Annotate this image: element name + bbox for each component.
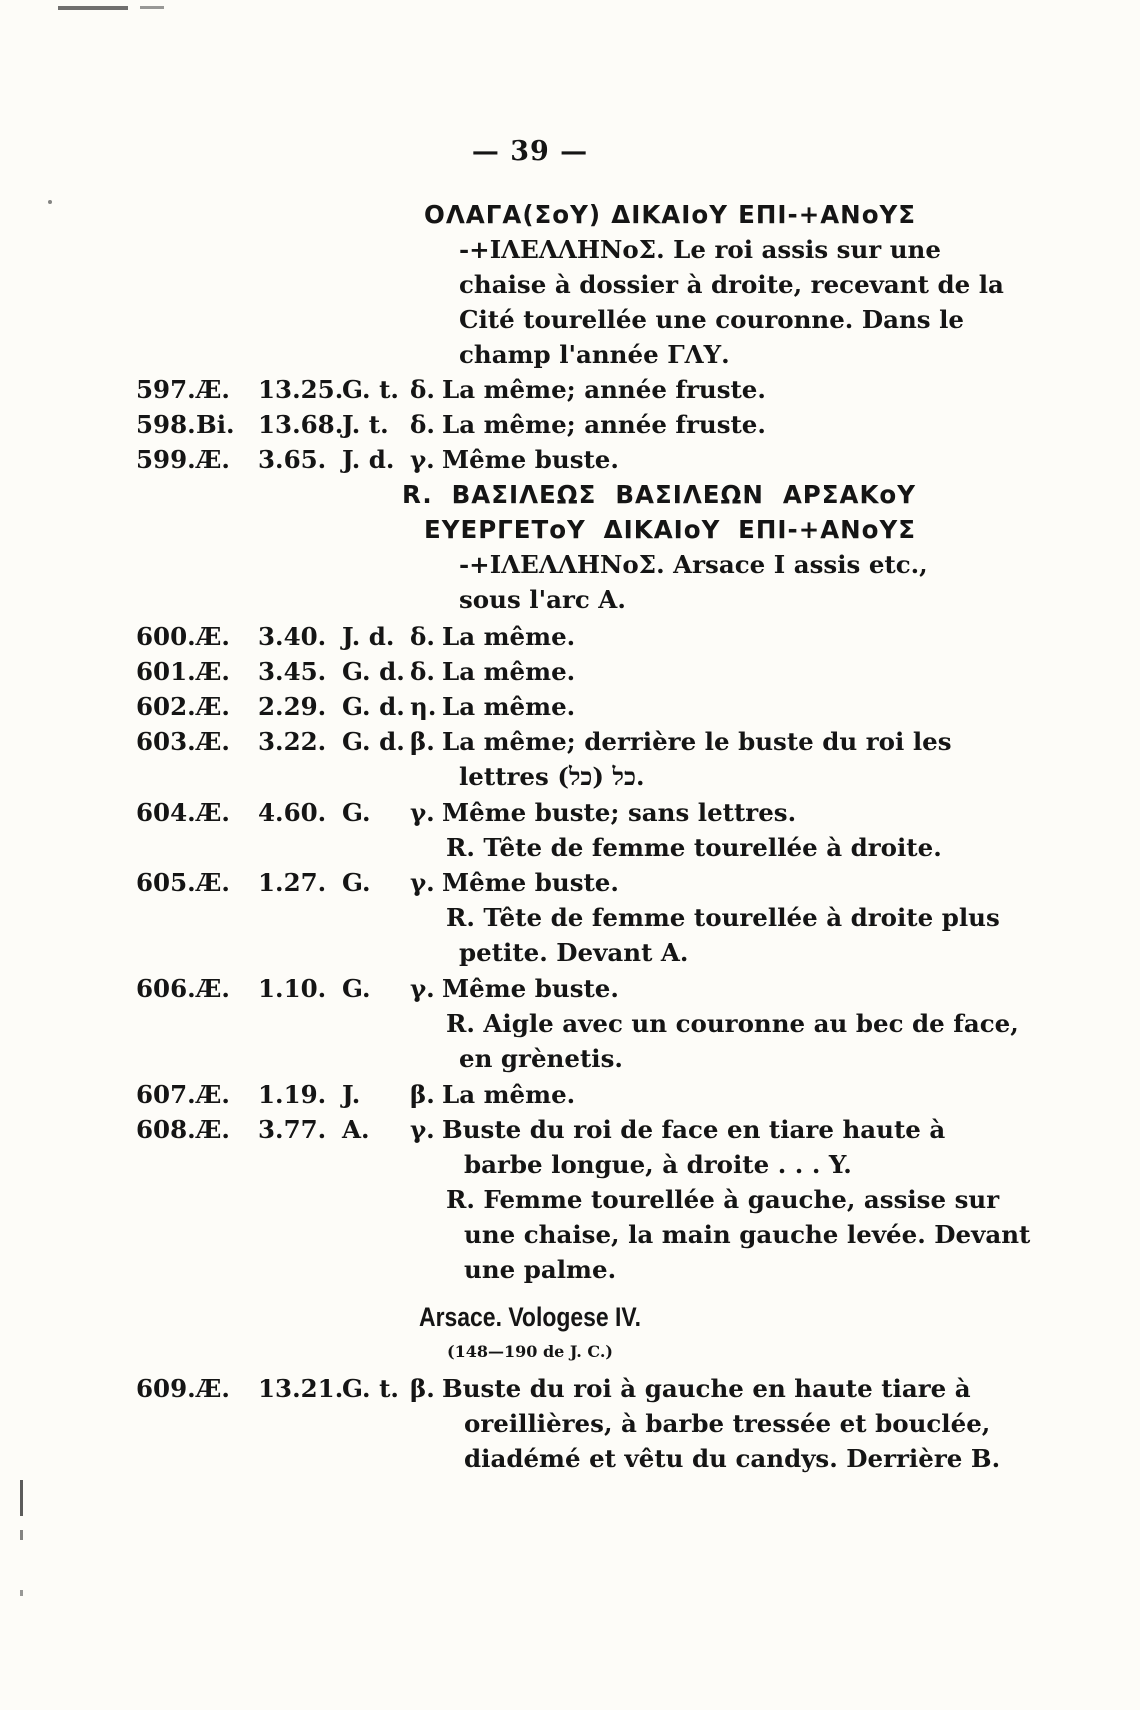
entry-source: G. bbox=[342, 868, 371, 897]
entry-grade: δ. bbox=[410, 657, 435, 686]
entry-size: 3.77. bbox=[258, 1115, 327, 1144]
text-line: diadémé et vêtu du candys. Derrière B. bbox=[464, 1444, 1001, 1473]
scan-speck bbox=[58, 6, 128, 10]
entry-grade: β. bbox=[410, 1374, 435, 1403]
entry-source: J. d. bbox=[342, 445, 395, 474]
entry-source: G. d. bbox=[342, 657, 405, 686]
section-subheading: (148—190 de J. C.) bbox=[447, 1342, 613, 1361]
entry-source: G. t. bbox=[342, 375, 399, 404]
scan-speck bbox=[48, 200, 52, 204]
catalog-entry bbox=[0, 866, 1060, 900]
entry-description: La même; année fruste. bbox=[442, 410, 766, 439]
entry-description: La même; année fruste. bbox=[442, 375, 766, 404]
entry-grade: γ. bbox=[410, 974, 435, 1003]
legend-line: ΕΥΕΡΓΕΤοΥ ΔΙΚΑΙοΥ ΕΠΙ-+ΑΝοΥΣ bbox=[424, 515, 916, 544]
catalog-entry bbox=[0, 620, 1060, 654]
entry-number: 606. bbox=[136, 974, 196, 1003]
entry-size: 1.10. bbox=[258, 974, 327, 1003]
text-line: champ l'année ΓΛΥ. bbox=[459, 340, 730, 369]
catalog-entry bbox=[0, 972, 1060, 1006]
entry-metal: Æ. bbox=[196, 375, 230, 404]
entry-size: 1.27. bbox=[258, 868, 327, 897]
text-line: R. Femme tourellée à gauche, assise sur bbox=[446, 1185, 1000, 1214]
entry-metal: Æ. bbox=[196, 657, 230, 686]
entry-description: Même buste. bbox=[442, 445, 619, 474]
text-line: petite. Devant A. bbox=[459, 938, 689, 967]
entry-source: G. bbox=[342, 974, 371, 1003]
entry-size: 13.21. bbox=[258, 1374, 344, 1403]
entry-grade: δ. bbox=[410, 410, 435, 439]
catalog-entry bbox=[0, 655, 1060, 689]
text-line: -+ΙΛΕΛΛΗΝοΣ. Le roi assis sur une bbox=[459, 235, 941, 264]
entry-source: G. bbox=[342, 798, 371, 827]
entry-grade: γ. bbox=[410, 798, 435, 827]
entry-metal: Æ. bbox=[196, 974, 230, 1003]
legend-line: R. ΒΑΣΙΛΕΩΣ ΒΑΣΙΛΕΩΝ ΑΡΣΑΚοΥ bbox=[402, 480, 916, 509]
entry-grade: γ. bbox=[410, 445, 435, 474]
entry-number: 609. bbox=[136, 1374, 196, 1403]
text-line: chaise à dossier à droite, recevant de la bbox=[459, 270, 1004, 299]
entry-source: G. d. bbox=[342, 727, 405, 756]
text-line: R. Tête de femme tourellée à droite. bbox=[446, 833, 942, 862]
entry-size: 2.29. bbox=[258, 692, 327, 721]
entry-metal: Æ. bbox=[196, 692, 230, 721]
section-heading: Arsace. Vologese IV. bbox=[419, 1302, 641, 1332]
scan-speck bbox=[140, 6, 164, 9]
catalog-entry bbox=[0, 690, 1060, 724]
text-line: une chaise, la main gauche levée. Devant bbox=[464, 1220, 1031, 1249]
entry-size: 1.19. bbox=[258, 1080, 327, 1109]
entry-size: 3.45. bbox=[258, 657, 327, 686]
entry-grade: γ. bbox=[410, 868, 435, 897]
entry-number: 598. bbox=[136, 410, 196, 439]
entry-metal: Æ. bbox=[196, 727, 230, 756]
entry-description: Même buste. bbox=[442, 974, 619, 1003]
entry-grade: β. bbox=[410, 727, 435, 756]
entry-number: 603. bbox=[136, 727, 196, 756]
entry-source: G. t. bbox=[342, 1374, 399, 1403]
entry-metal: Æ. bbox=[196, 1374, 230, 1403]
entry-grade: δ. bbox=[410, 622, 435, 651]
entry-metal: Æ. bbox=[196, 445, 230, 474]
entry-source: J. d. bbox=[342, 622, 395, 651]
entry-description: Buste du roi à gauche en haute tiare à bbox=[442, 1374, 971, 1403]
entry-number: 607. bbox=[136, 1080, 196, 1109]
entry-metal: Æ. bbox=[196, 1115, 230, 1144]
text-line: R. Tête de femme tourellée à droite plus bbox=[446, 903, 1000, 932]
entry-size: 13.68. bbox=[258, 410, 344, 439]
entry-metal: Bi. bbox=[196, 410, 235, 439]
text-line: sous l'arc A. bbox=[459, 585, 626, 614]
entry-number: 602. bbox=[136, 692, 196, 721]
entry-number: 604. bbox=[136, 798, 196, 827]
text-line: barbe longue, à droite . . . Y. bbox=[464, 1150, 852, 1179]
entry-metal: Æ. bbox=[196, 868, 230, 897]
entry-description: La même; derrière le buste du roi les bbox=[442, 727, 952, 756]
entry-grade: β. bbox=[410, 1080, 435, 1109]
catalog-entry bbox=[0, 1372, 1060, 1406]
entry-size: 4.60. bbox=[258, 798, 327, 827]
entry-description: Buste du roi de face en tiare haute à bbox=[442, 1115, 946, 1144]
entry-source: A. bbox=[342, 1115, 370, 1144]
catalog-entry bbox=[0, 1113, 1060, 1147]
entry-size: 3.65. bbox=[258, 445, 327, 474]
entry-metal: Æ. bbox=[196, 1080, 230, 1109]
entry-description: La même. bbox=[442, 622, 576, 651]
entry-grade: δ. bbox=[410, 375, 435, 404]
text-line: -+ΙΛΕΛΛΗΝοΣ. Arsace I assis etc., bbox=[459, 550, 928, 579]
text-line: en grènetis. bbox=[459, 1044, 623, 1073]
legend-line: ΟΛΑΓΑ(ΣοΥ) ΔΙΚΑΙοΥ ΕΠΙ-+ΑΝοΥΣ bbox=[424, 200, 916, 229]
entry-source: G. d. bbox=[342, 692, 405, 721]
catalog-entry bbox=[0, 1078, 1060, 1112]
text-line: oreillières, à barbe tressée et bouclée, bbox=[464, 1409, 991, 1438]
entry-grade: γ. bbox=[410, 1115, 435, 1144]
catalog-entry bbox=[0, 408, 1060, 442]
entry-number: 597. bbox=[136, 375, 196, 404]
text-line: une palme. bbox=[464, 1255, 617, 1284]
entry-number: 601. bbox=[136, 657, 196, 686]
scan-speck bbox=[20, 1590, 23, 1596]
text-line: R. Aigle avec un couronne au bec de face, bbox=[446, 1009, 1019, 1038]
entry-description: Même buste. bbox=[442, 868, 619, 897]
entry-metal: Æ. bbox=[196, 798, 230, 827]
text-line: lettres כל (כל). bbox=[459, 762, 645, 791]
entry-description: Même buste; sans lettres. bbox=[442, 798, 797, 827]
entry-number: 599. bbox=[136, 445, 196, 474]
page-number: — 39 — bbox=[471, 136, 589, 167]
entry-source: J. t. bbox=[342, 410, 389, 439]
entry-description: La même. bbox=[442, 692, 576, 721]
entry-grade: η. bbox=[410, 692, 437, 721]
entry-number: 605. bbox=[136, 868, 196, 897]
entry-metal: Æ. bbox=[196, 622, 230, 651]
entry-number: 600. bbox=[136, 622, 196, 651]
text-line: Cité tourellée une couronne. Dans le bbox=[459, 305, 965, 334]
entry-size: 3.40. bbox=[258, 622, 327, 651]
entry-number: 608. bbox=[136, 1115, 196, 1144]
entry-size: 3.22. bbox=[258, 727, 327, 756]
entry-source: J. bbox=[342, 1080, 361, 1109]
entry-size: 13.25. bbox=[258, 375, 344, 404]
catalog-entry bbox=[0, 443, 1060, 477]
scan-speck bbox=[20, 1480, 23, 1516]
catalog-entry bbox=[0, 373, 1060, 407]
entry-description: La même. bbox=[442, 657, 576, 686]
scan-speck bbox=[20, 1530, 23, 1540]
entry-description: La même. bbox=[442, 1080, 576, 1109]
catalog-entry bbox=[0, 725, 1060, 759]
catalog-entry bbox=[0, 796, 1060, 830]
